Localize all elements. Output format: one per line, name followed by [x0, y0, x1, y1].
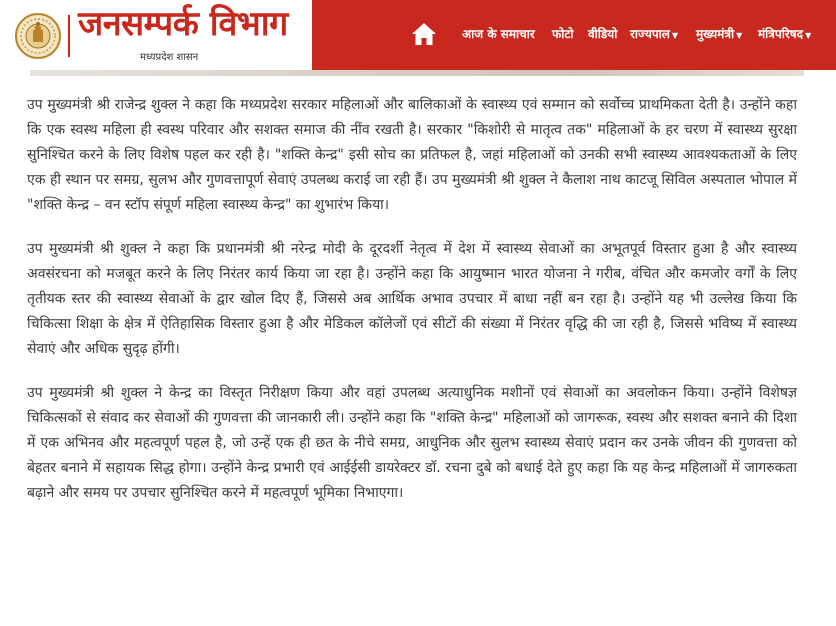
- nav-item-governor[interactable]: [630, 24, 678, 46]
- chevron-down-icon: ▼: [671, 31, 679, 40]
- nav-item-label: फोटो: [552, 27, 574, 41]
- logo-divider: [68, 15, 70, 57]
- nav-item-label: मुख्यमंत्री: [696, 27, 735, 41]
- nav-item-label: राज्यपाल: [630, 27, 670, 41]
- chevron-down-icon: ▼: [805, 31, 812, 40]
- nav-item-label: मंत्रिपरिषद: [758, 27, 804, 41]
- chevron-down-icon: ▼: [736, 31, 743, 40]
- article-paragraph: उप मुख्यमंत्री श्री राजेन्द्र शुक्ल ने कहा कि मध्यप्रदेश सरकार महिलाओं और बालिकाओं के स्वास्थ्य एवं सम्मान को सर्वोच्च प्राथमिकता देती है। उन्होंने कहा कि एक स्वस्थ महिला ही स्वस्थ परिवार और सशक्त समाज की नींव रखती है। सरकार "किशोरी से मातृत्व तक" महिलाओं के हर चरण में स्वास्थ्य सुरक्षा सुनिश्चित करने के लिए विशेष पहल कर रही है। "शक्ति केन्द्र" इसी सोच का प्रतिफल है, जहां महिलाओं को उनकी सभी स्वास्थ्य आवश्यकताओं के लिए एक ही स्थान पर समग्र, सुलभ और गुणवत्तापूर्ण सेवाएं उपलब्ध कराई जा रही हैं। उप मुख्यमंत्री श्री शुक्ल ने कैलाश नाथ काटजू सिविल अस्पताल भोपाल में "शक्ति केन्द्र – वन स्टॉप संपूर्ण महिला स्वास्थ्य केन्द्र" का शुभारंभ किया।: [27, 97, 797, 213]
- site-title: जनसम्पर्क विभाग: [78, 4, 288, 44]
- nav-item-label: वीडियो: [588, 27, 618, 41]
- nav-item-chief-minister[interactable]: [696, 24, 742, 46]
- nav-item-today-news[interactable]: [462, 24, 535, 44]
- site-subtitle: मध्यप्रदेश शासन: [140, 52, 199, 63]
- nav-item-video[interactable]: [588, 24, 617, 44]
- nav-item-label: आज के समाचार: [462, 27, 535, 41]
- site-header: [0, 0, 836, 70]
- hero-image-edge: [30, 70, 804, 76]
- logo-area[interactable]: [0, 0, 312, 70]
- article-paragraph: उप मुख्यमंत्री श्री शुक्ल ने केन्द्र का विस्तृत निरीक्षण किया और वहां उपलब्ध अत्याधुनिक मशीनों एवं सेवाओं का अवलोकन किया। उन्होंने विशेषज्ञ चिकित्सकों से संवाद कर सेवाओं की गुणवत्ता की जानकारी ली। उन्होंने कहा कि "शक्ति केन्द्र" महिलाओं को जागरूक, स्वस्थ और सशक्त बनाने की दिशा में एक अभिनव और महत्वपूर्ण पहल है, जो उन्हें एक ही छत के नीचे समग्र, आधुनिक और सुलभ स्वास्थ्य सेवाएं प्रदान कर उनके जीवन की गुणवत्ता को बेहतर बनाने में सहायक सिद्ध होगा। उन्होंने केन्द्र प्रभारी एवं आईईसी डायरेक्टर डॉ. रचना दुबे को बधाई देते हुए कहा कि यह केन्द्र महिलाओं में जागरुकता बढ़ाने और समय पर उपचार सुनिश्चित करने में महत्वपूर्ण भूमिका निभाएगा।: [27, 385, 797, 501]
- home-icon[interactable]: [408, 18, 440, 50]
- madhya-pradesh-emblem-icon: [14, 12, 62, 60]
- nav-item-council-of-ministers[interactable]: [758, 24, 811, 46]
- main-nav: [312, 0, 836, 70]
- article-body: [27, 93, 797, 525]
- article-paragraph: उप मुख्यमंत्री श्री शुक्ल ने कहा कि प्रधानमंत्री श्री नरेन्द्र मोदी के दूरदर्शी नेतृत्व में देश में स्वास्थ्य सेवाओं का अभूतपूर्व विस्तार हुआ है और स्वास्थ्य अवसंरचना को मजबूत करने के लिए निरंतर कार्य किया जा रहा है। उन्होंने कहा कि आयुष्मान भारत योजना ने गरीब, वंचित और कमजोर वर्गों के लिए तृतीयक स्तर की स्वास्थ्य सेवाओं के द्वार खोल दिए हैं, जिससे अब आर्थिक अभाव उपचार में बाधा नहीं बन रहा है। उन्होंने यह भी उल्लेख किया कि चिकित्सा शिक्षा के क्षेत्र में ऐतिहासिक विस्तार हुआ है और मेडिकल कॉलेजों एवं सीटों की संख्या में निरंतर वृद्धि की जा रही है, जिससे भविष्य में स्वास्थ्य सेवाएं और अधिक सुदृढ़ होंगी।: [27, 241, 797, 357]
- nav-item-photo[interactable]: [552, 24, 574, 44]
